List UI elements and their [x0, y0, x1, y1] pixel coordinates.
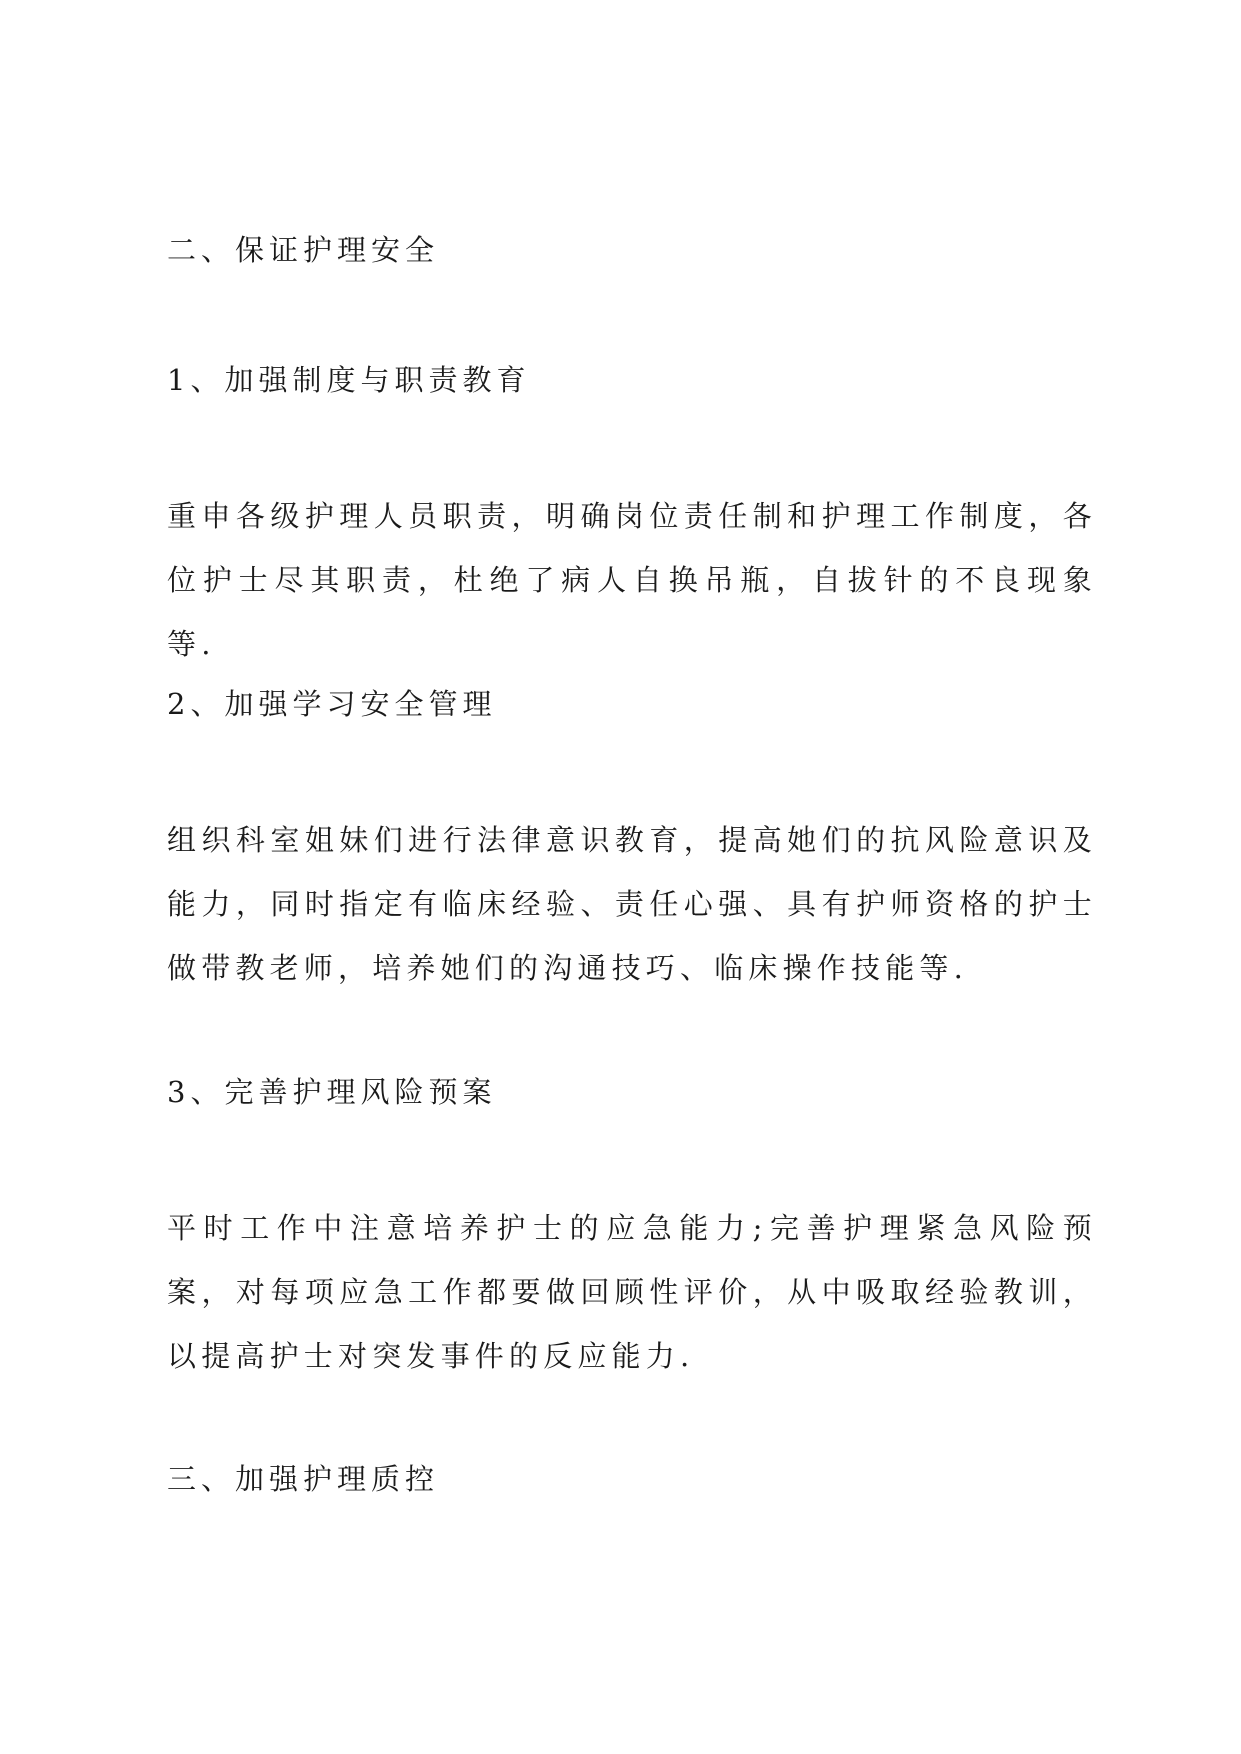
- section-heading-2: 二、保证护理安全: [167, 233, 440, 267]
- section-heading-3: 三、加强护理质控: [167, 1462, 440, 1496]
- paragraph-risk-plan: 平时工作中注意培养护士的应急能力;完善护理紧急风险预案，对每项应急工作都要做回顾性评价，从中吸取经验教训，以提高护士对突发事件的反应能力.: [167, 1211, 1097, 1373]
- paragraph-safety-management: 组织科室姐妹们进行法律意识教育，提高她们的抗风险意识及能力，同时指定有临床经验、责任心强、具有护师资格的护士做带教老师，培养她们的沟通技巧、临床操作技能等.: [167, 823, 1097, 985]
- subsection-heading-3: 3、完善护理风险预案: [167, 1075, 497, 1109]
- subsection-heading-2: 2、加强学习安全管理: [167, 687, 497, 721]
- subsection-heading-1: 1、加强制度与职责教育: [167, 363, 531, 397]
- paragraph-duty-education: 重申各级护理人员职责，明确岗位责任制和护理工作制度，各位护士尽其职责，杜绝了病人自换吊瓶，自拔针的不良现象等.: [167, 499, 1097, 661]
